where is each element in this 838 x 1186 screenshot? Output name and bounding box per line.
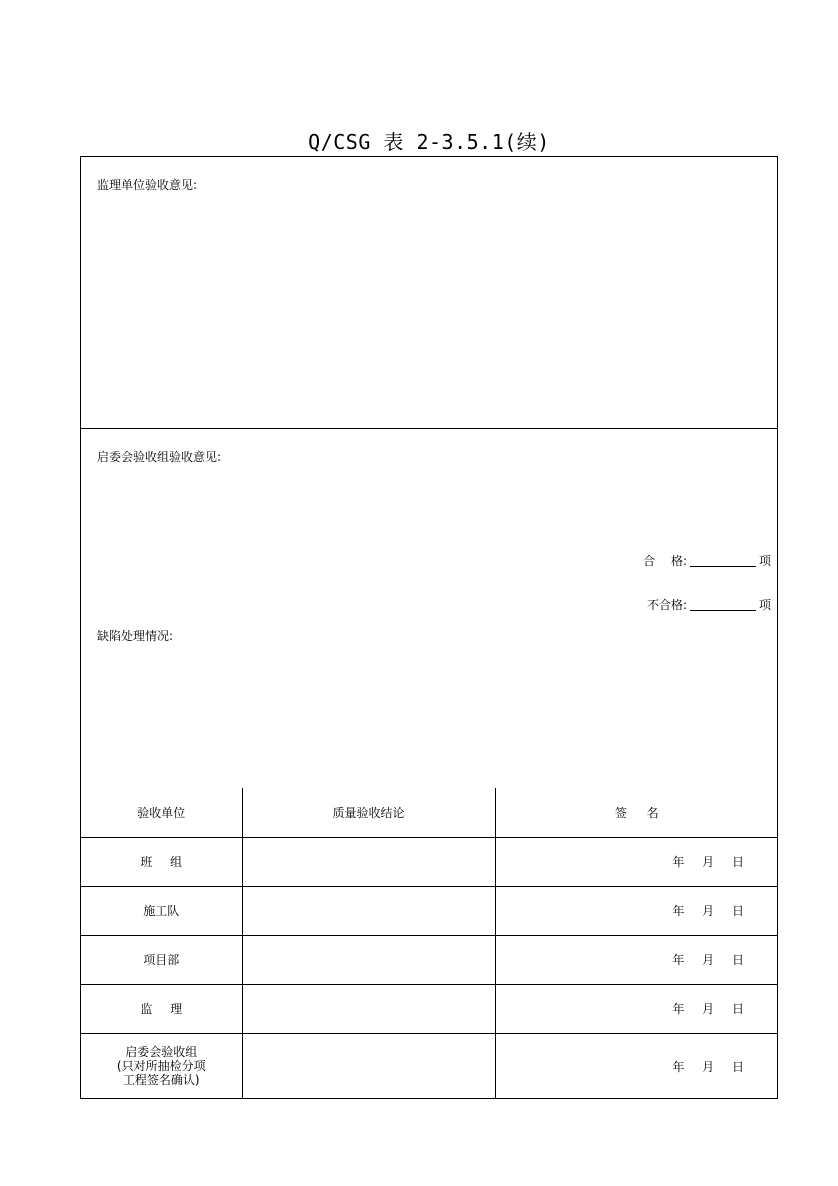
signature-cell[interactable] xyxy=(495,935,778,984)
acceptance-form xyxy=(80,156,778,1099)
pass-count-field[interactable] xyxy=(690,554,756,567)
pass-count-row xyxy=(643,552,771,569)
fail-label: 不合格: xyxy=(646,598,687,612)
conclusion-cell[interactable] xyxy=(242,1033,495,1099)
unit-cell: 监 理 xyxy=(81,984,242,1033)
conclusion-cell[interactable] xyxy=(242,935,495,984)
table-row xyxy=(81,984,778,1033)
signature-table xyxy=(81,788,778,1099)
conclusion-cell[interactable] xyxy=(242,886,495,935)
signature-cell[interactable] xyxy=(495,837,778,886)
pass-unit: 项 xyxy=(758,554,771,568)
committee-unit-line: 启委会验收组 xyxy=(125,1045,198,1060)
table-row xyxy=(81,886,778,935)
committee-unit-line: 工程签名确认) xyxy=(122,1073,200,1088)
fail-count-field[interactable] xyxy=(690,598,756,611)
date-text: 年 月 日 xyxy=(672,1002,744,1016)
header-signature: 签 名 xyxy=(495,788,778,837)
pass-label: 合 格: xyxy=(643,554,687,568)
signature-cell[interactable] xyxy=(495,886,778,935)
table-header-row xyxy=(81,788,778,837)
unit-cell: 班 组 xyxy=(81,837,242,886)
form-title: Q/CSG 表 2-3.5.1(续) xyxy=(308,130,550,154)
conclusion-cell[interactable] xyxy=(242,837,495,886)
header-unit: 验收单位 xyxy=(81,788,242,837)
date-text: 年 月 日 xyxy=(672,953,744,967)
fail-count-row xyxy=(647,596,771,613)
committee-opinion-label: 启委会验收组验收意见: xyxy=(97,450,222,464)
supervision-opinion-label: 监理单位验收意见: xyxy=(97,178,198,192)
committee-unit-line: (只对所抽检分项 xyxy=(116,1059,206,1074)
signature-cell[interactable] xyxy=(495,1033,778,1099)
signature-cell[interactable] xyxy=(495,984,778,1033)
section-divider xyxy=(81,428,777,429)
date-text: 年 月 日 xyxy=(672,855,744,869)
table-row xyxy=(81,935,778,984)
defect-handling-label: 缺陷处理情况: xyxy=(97,629,174,643)
date-text: 年 月 日 xyxy=(672,1059,744,1074)
unit-cell: 项目部 xyxy=(81,935,242,984)
unit-cell: 施工队 xyxy=(81,886,242,935)
unit-cell xyxy=(81,1033,242,1099)
conclusion-cell[interactable] xyxy=(242,984,495,1033)
header-conclusion: 质量验收结论 xyxy=(242,788,495,837)
table-row xyxy=(81,837,778,886)
fail-unit: 项 xyxy=(758,598,771,612)
date-text: 年 月 日 xyxy=(672,904,744,918)
table-row xyxy=(81,1033,778,1099)
